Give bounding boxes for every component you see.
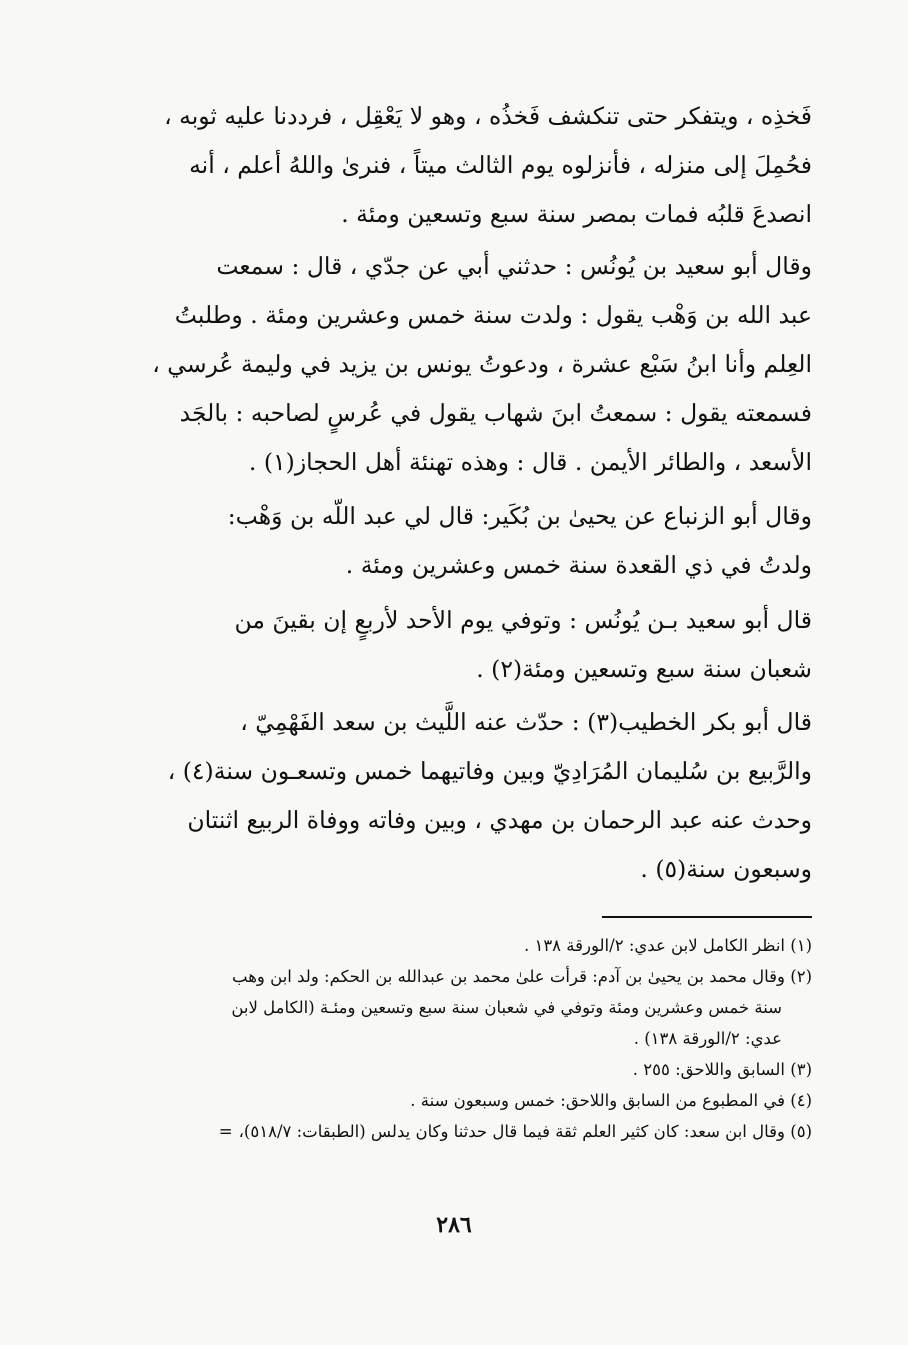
paragraph-2: [96, 242, 812, 487]
text-line: قال أبو بكر الخطيب(٣) : حدّث عنه اللَّيث بن سعد الفَهْمِيّ ،: [240, 708, 812, 736]
footnote-2-continuation: سنة خمس وعشرين ومئة وتوفي في شعبان سنة سبع وتسعين ومئـة (الكامل لابن: [231, 998, 782, 1017]
footnote-separator: [602, 916, 812, 918]
text-line: انصدعَ قلبُه فمات بمصر سنة سبع وتسعين ومئة .: [341, 200, 812, 228]
paragraph-4: [96, 596, 812, 694]
footnote-5: [90, 1116, 812, 1147]
footnote-5-text: (٥) وقال ابن سعد: كان كثير العلم ثقة فيما قال حدثنا وكان يدلس (الطبقات: ٥١٨/٧)،: [238, 1122, 812, 1141]
text-line: فسمعته يقول : سمعتُ ابنَ شهاب يقول في عُرسٍ لصاحبه : بالجَد: [179, 399, 812, 427]
text-line: عبد الله بن وَهْب يقول : ولدت سنة خمس وعشرين ومئة . وطلبتُ: [174, 301, 812, 329]
footnotes: [90, 930, 812, 1147]
paragraph-3: [96, 492, 812, 590]
text-line: العِلم وأنا ابنُ سَبْع عشرة ، ودعوتُ يونس بن يزيد في وليمة عُرسي ،: [152, 350, 812, 378]
text-line: والرَّبيع بن سُليمان المُرَادِيّ وبين وفاتيهما خمس وتسعـون سنة(٤) ،: [167, 757, 812, 785]
paragraph-1: [96, 92, 812, 239]
text-line: ولدتُ في ذي القعدة سنة خمس وعشرين ومئة .: [345, 551, 812, 579]
text-line: قال أبو سعيد بـن يُونُس : وتوفي يوم الأحد لأربعٍ إن بقينَ من: [234, 606, 812, 634]
text-line: وحدث عنه عبد الرحمان بن مهدي ، وبين وفاته ووفاة الربيع اثنتان: [187, 806, 812, 834]
footnote-2-continuation: عدي: ٢/الورقة ١٣٨) .: [633, 1029, 782, 1048]
text-line: وقال أبو سعيد بن يُونُس : حدثني أبي عن جدّي ، قال : سمعت: [216, 252, 812, 280]
text-line: وقال أبو الزنباع عن يحيىٰ بن بُكَير: قال لي عبد اللّه بن وَهْب:: [227, 502, 812, 530]
text-line: فَخذِه ، ويتفكر حتى تنكشف فَخذُه ، وهو لا يَعْقِل ، فرددنا عليه ثوبه ،: [164, 102, 812, 130]
footnote-3: (٣) السابق واللاحق: ٢٥٥ .: [632, 1060, 812, 1079]
footnote-1: (١) انظر الكامل لابن عدي: ٢/الورقة ١٣٨ .: [523, 936, 812, 955]
footnote-2: (٢) وقال محمد بن يحيىٰ بن آدم: قرأت علىٰ محمد بن عبدالله بن الحكم: ولد ابن وهب: [232, 967, 812, 986]
text-line: شعبان سنة سبع وتسعين ومئة(٢) .: [476, 655, 812, 683]
continuation-mark: =: [218, 1122, 233, 1141]
text-line: وسبعون سنة(٥) .: [640, 855, 812, 883]
footnote-4: (٤) في المطبوع من السابق واللاحق: خمس وسبعون سنة .: [410, 1091, 812, 1110]
paragraph-5: [96, 698, 812, 894]
text-line: الأسعد ، والطائر الأيمن . قال : وهذه تهنئة أهل الحجاز(١) .: [248, 448, 812, 476]
text-line: فحُمِلَ إلى منزله ، فأنزلوه يوم الثالث ميتاً ، فنرىٰ واللهُ أعلم ، أنه: [189, 151, 812, 179]
page-number: ٢٨٦: [436, 1212, 472, 1238]
